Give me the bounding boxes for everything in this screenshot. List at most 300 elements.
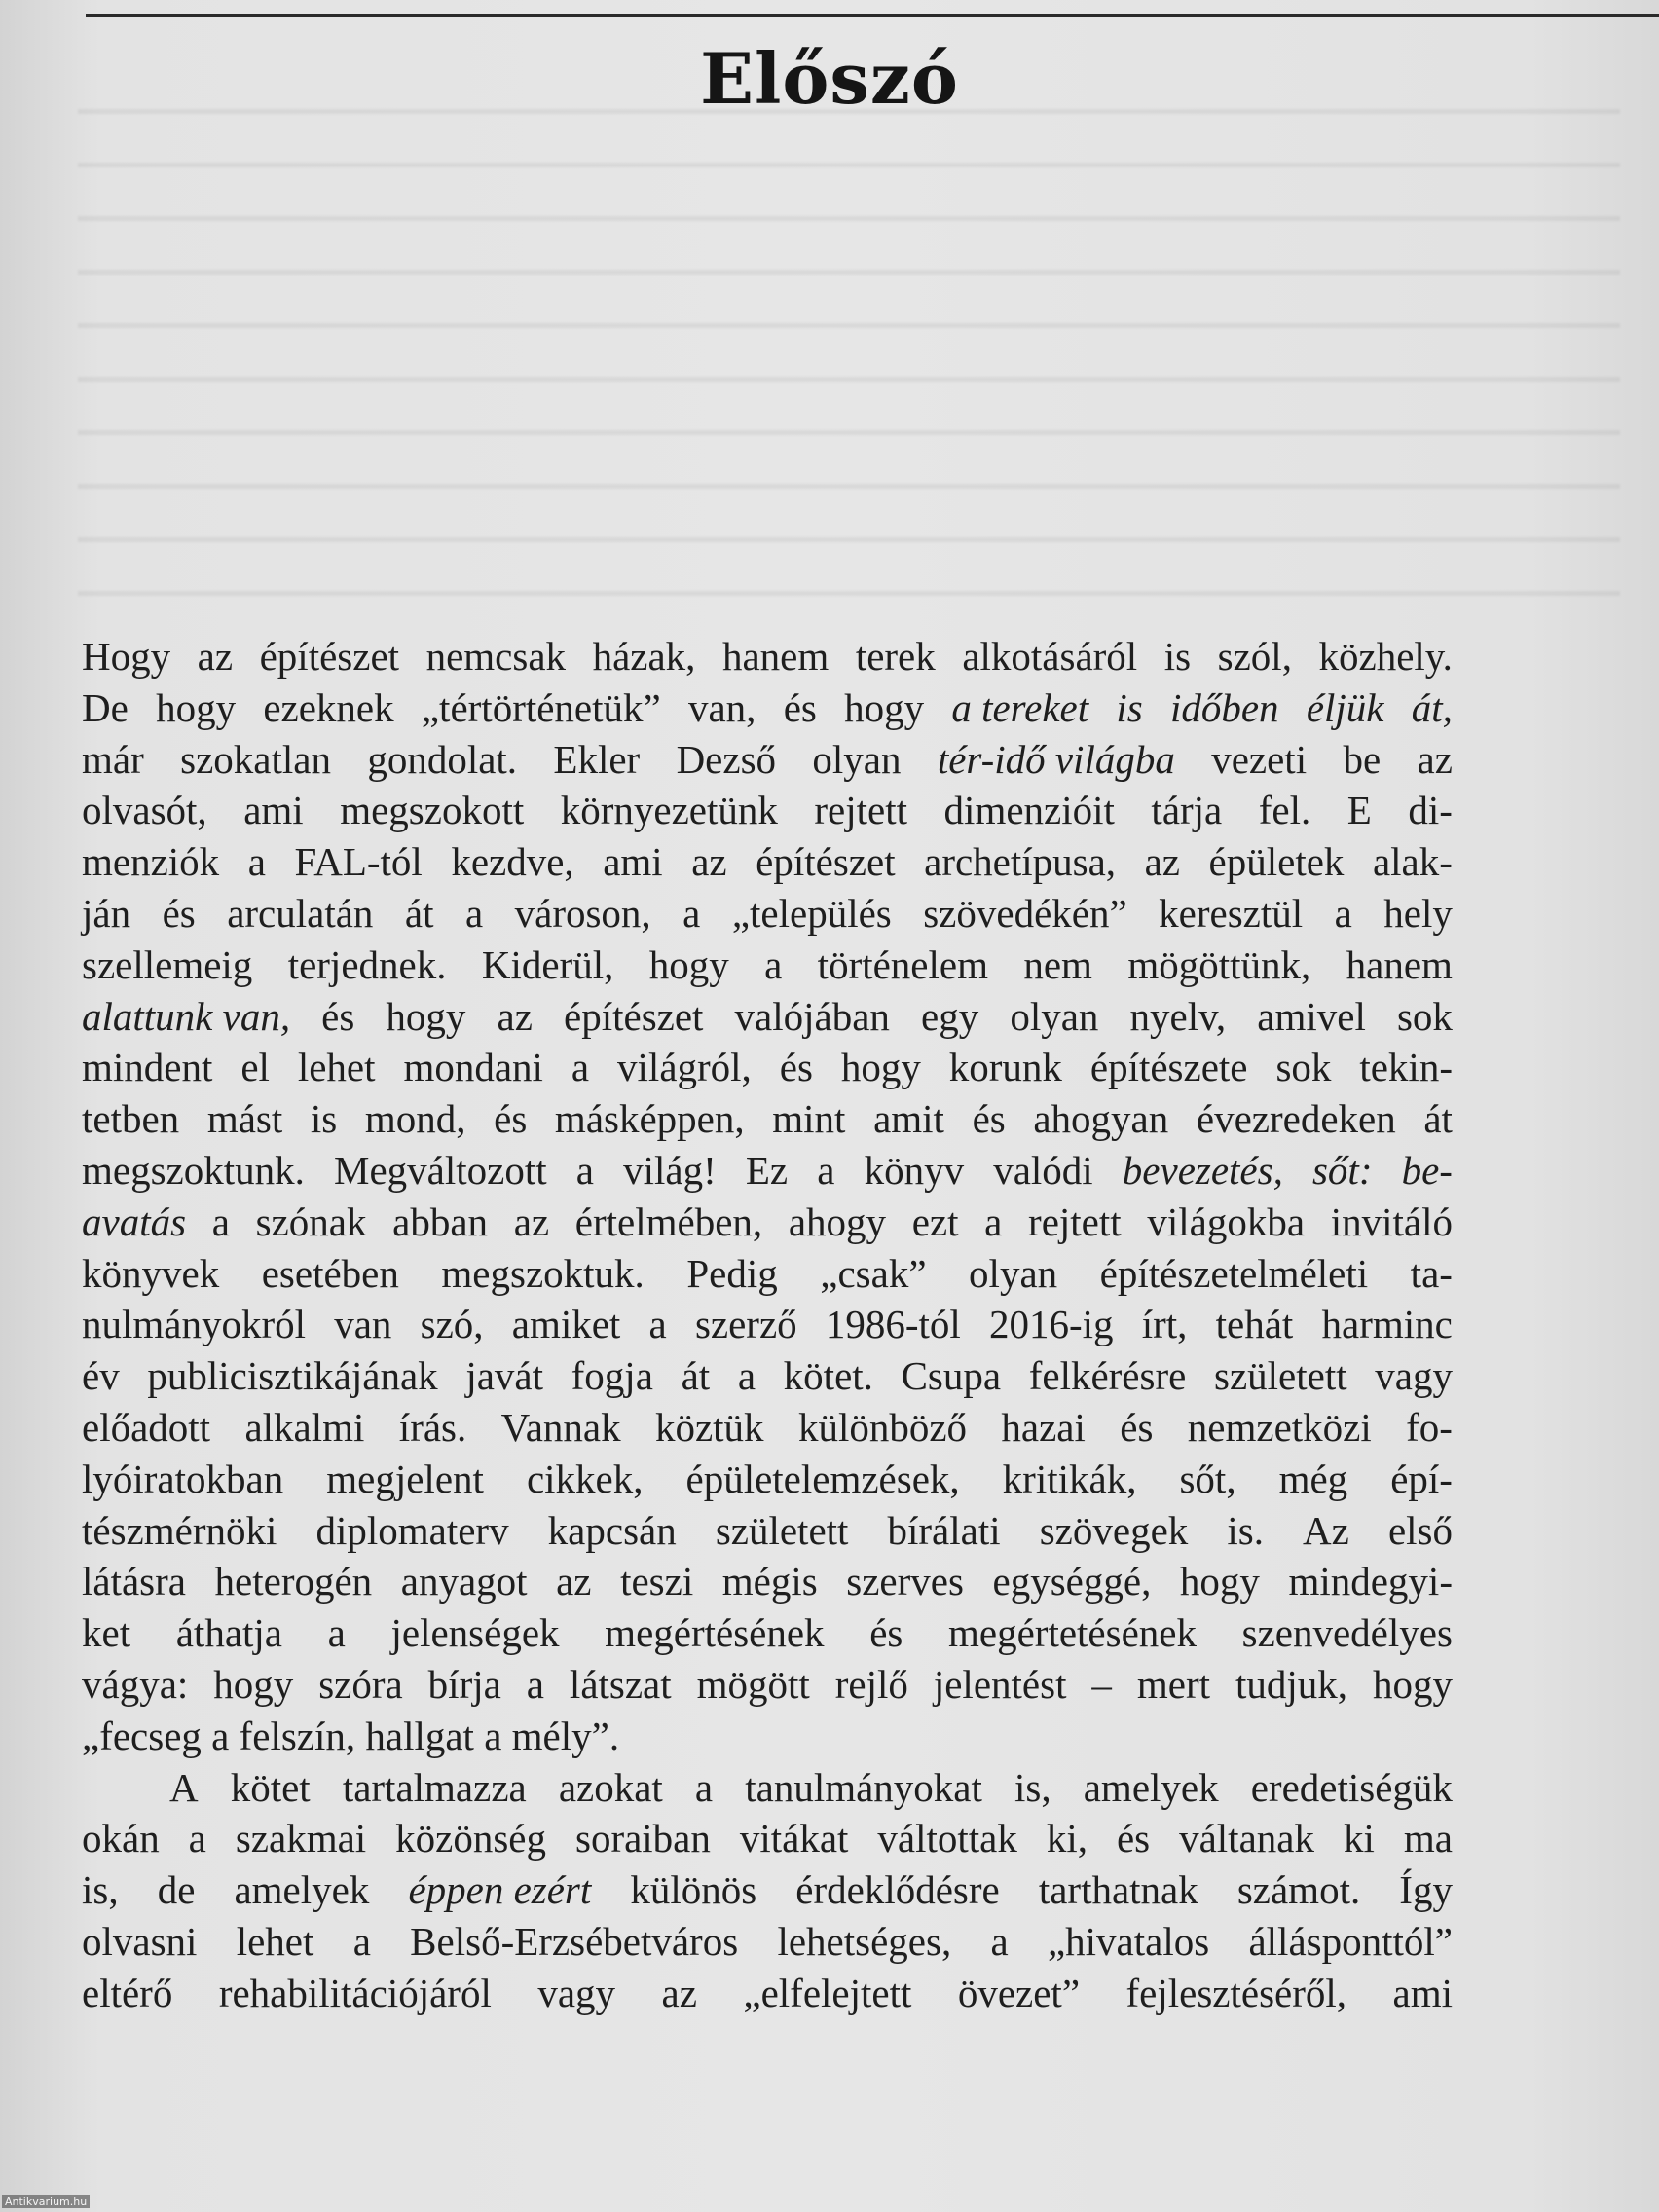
page-title: Előszó	[700, 37, 959, 120]
word: Belső-Erzsébetváros	[410, 1918, 739, 1964]
word: De	[82, 684, 129, 730]
word: ma	[1403, 1816, 1453, 1862]
word: építészet	[756, 839, 896, 885]
word: tudjuk,	[1235, 1661, 1348, 1707]
word: tárja	[1151, 788, 1223, 833]
word: ki,	[1046, 1816, 1088, 1862]
word: be	[1343, 736, 1382, 782]
word: és	[1116, 1816, 1151, 1862]
word: okán	[82, 1816, 160, 1862]
word: alkalmi	[244, 1404, 365, 1450]
text-line	[82, 1762, 1453, 1814]
text-line	[82, 1454, 1453, 1505]
text-line	[82, 1299, 1453, 1350]
word: és	[162, 890, 196, 936]
word: Csupa	[901, 1353, 1002, 1399]
word: rejtett	[1028, 1198, 1122, 1244]
word: ezt	[911, 1198, 959, 1244]
word: megértetésének	[948, 1610, 1197, 1656]
word: szóra	[318, 1661, 403, 1707]
word: –	[1091, 1661, 1112, 1707]
word: építészet	[564, 993, 704, 1039]
word: mond,	[364, 1096, 466, 1142]
word: eltérő	[82, 1970, 173, 2015]
word: a	[682, 890, 701, 936]
word: ján	[82, 890, 131, 936]
word: kezdve,	[451, 839, 574, 885]
word: váltottak	[877, 1816, 1017, 1862]
word: vezeti	[1211, 736, 1308, 782]
word: értelmében,	[574, 1198, 763, 1244]
word: időben	[1169, 684, 1279, 730]
word: a	[694, 1764, 714, 1810]
word: „hivatalos	[1047, 1918, 1210, 1964]
word: előadott	[82, 1404, 211, 1450]
word: esetében	[261, 1250, 399, 1296]
text-line	[82, 1145, 1453, 1197]
word: kötet	[230, 1764, 311, 1810]
word: sőt:	[1311, 1147, 1373, 1193]
word: amelyek	[1083, 1764, 1219, 1810]
word: amelyek	[234, 1867, 370, 1913]
word: megszoktunk.	[82, 1147, 305, 1193]
word: mögött	[696, 1661, 810, 1707]
word: Így	[1399, 1867, 1453, 1913]
word: rehabilitációjáról	[218, 1970, 492, 2015]
word: írás.	[398, 1404, 467, 1450]
word: sőt,	[1179, 1456, 1236, 1501]
text-line	[82, 1711, 1453, 1762]
word: a	[352, 1918, 371, 1964]
word: számot.	[1236, 1867, 1361, 1913]
word: állásponttól”	[1248, 1918, 1453, 1964]
word: valójában	[734, 993, 890, 1039]
word: fo-	[1406, 1404, 1453, 1450]
word: hely	[1383, 890, 1453, 936]
word: be-	[1401, 1147, 1453, 1193]
word: az	[1417, 736, 1453, 782]
text-line	[82, 1968, 1453, 2019]
text-line	[82, 1197, 1453, 1248]
word: szokatlan	[180, 736, 331, 782]
word: világról,	[617, 1045, 752, 1090]
word: keresztül	[1159, 890, 1304, 936]
word: az	[513, 1198, 550, 1244]
word: olyan	[812, 736, 902, 782]
word: építészetelméleti	[1099, 1250, 1369, 1296]
word: még	[1278, 1456, 1348, 1501]
word: ezeknek	[263, 684, 394, 730]
word: is.	[1227, 1507, 1264, 1553]
word: hogy	[844, 684, 925, 730]
text-line	[82, 1402, 1453, 1454]
word: dimenzióit	[943, 788, 1115, 833]
word: sok	[1396, 993, 1453, 1039]
word: évezredeken	[1196, 1096, 1396, 1142]
text-line	[82, 1505, 1453, 1557]
word: nem	[1023, 941, 1092, 987]
word: és	[972, 1096, 1006, 1142]
word: vitákat	[739, 1816, 849, 1862]
word: hogy	[1179, 1559, 1260, 1604]
word: lehet	[297, 1045, 376, 1090]
word: alkotásáról	[962, 634, 1138, 679]
word: Dezső	[676, 736, 777, 782]
word: kötet.	[783, 1353, 873, 1399]
word: jelentést	[933, 1661, 1067, 1707]
word: ki	[1343, 1816, 1375, 1862]
word: könyv	[864, 1147, 965, 1193]
word: gondolat.	[367, 736, 518, 782]
watermark: Antikvarium.hu	[2, 2195, 90, 2208]
word: szenvedélyes	[1241, 1610, 1453, 1656]
word: mondani	[403, 1045, 543, 1090]
word: nemzetközi	[1187, 1404, 1372, 1450]
word: bírálati	[887, 1507, 1001, 1553]
word: avatás	[82, 1198, 187, 1244]
word: terek	[855, 634, 936, 679]
word: „elfelejtett	[743, 1970, 912, 2015]
word: publicisztikájának	[147, 1353, 438, 1399]
text-line	[82, 734, 1453, 786]
word: „tértörténetük”	[421, 684, 661, 730]
word: mindegyi-	[1288, 1559, 1453, 1604]
word: és	[494, 1096, 528, 1142]
word: jelenségek	[390, 1610, 560, 1656]
word: különös	[630, 1867, 757, 1913]
word: olvasót,	[82, 788, 207, 833]
word: el	[240, 1045, 270, 1090]
word: valódi	[993, 1147, 1093, 1193]
word: különböző	[797, 1404, 968, 1450]
word: diplomaterv	[315, 1507, 509, 1553]
word: 1986-tól	[825, 1302, 961, 1347]
word: archetípusa,	[924, 839, 1117, 885]
word: az	[197, 634, 234, 679]
word: át	[681, 1353, 711, 1399]
word: lehetséges,	[777, 1918, 952, 1964]
word: tetben	[82, 1096, 180, 1142]
word: fogja	[571, 1353, 653, 1399]
word: terjednek.	[287, 941, 447, 987]
word: és	[779, 1045, 813, 1090]
word: a	[817, 1147, 835, 1193]
word: a	[984, 1198, 1003, 1244]
word: is	[1163, 634, 1192, 679]
word: át	[1423, 1096, 1453, 1142]
word: „fecseg a felszín, hallgat a mély”.	[82, 1713, 620, 1758]
word: a	[247, 839, 266, 885]
word: di-	[1408, 788, 1453, 833]
word: tészmérnöki	[82, 1507, 277, 1553]
word: hogy	[1372, 1661, 1453, 1707]
word: épületelemzések,	[685, 1456, 960, 1501]
word: heterogén	[214, 1559, 373, 1604]
header-rule	[86, 14, 1659, 17]
word: bírja	[427, 1661, 501, 1707]
word: Hogy	[82, 634, 171, 679]
word: invitáló	[1330, 1198, 1453, 1244]
word: megszoktuk.	[441, 1250, 645, 1296]
word: szerves	[846, 1559, 964, 1604]
text-line	[82, 991, 1453, 1043]
word: már	[82, 736, 144, 782]
word: a	[990, 1918, 1009, 1964]
word: a	[188, 1816, 206, 1862]
word: tehát	[1215, 1302, 1294, 1347]
text-line	[82, 1813, 1453, 1864]
body-text	[82, 631, 1453, 2019]
word: hogy	[213, 1661, 294, 1707]
word: épí-	[1390, 1456, 1453, 1501]
word: felkérésre	[1028, 1353, 1187, 1399]
word: tekin-	[1359, 1045, 1453, 1090]
word: de	[157, 1867, 196, 1913]
word: ahogyan	[1033, 1096, 1169, 1142]
text-line	[82, 631, 1453, 682]
word: és	[1120, 1404, 1154, 1450]
word: menziók	[82, 839, 220, 885]
word: megjelent	[326, 1456, 484, 1501]
word: is,	[82, 1867, 119, 1913]
word: nemcsak	[425, 634, 567, 679]
word: közhely.	[1318, 634, 1453, 679]
word: éppen ezért	[408, 1867, 592, 1913]
word: hogy	[648, 941, 729, 987]
word: ket	[82, 1610, 131, 1656]
word: is	[310, 1096, 338, 1142]
word: mint	[772, 1096, 846, 1142]
text-line	[82, 682, 1453, 734]
word: házak,	[592, 634, 696, 679]
word: látásra	[82, 1559, 186, 1604]
text-line	[82, 1042, 1453, 1093]
word: az	[691, 839, 727, 885]
word: át	[404, 890, 434, 936]
word: áthatja	[175, 1610, 283, 1656]
word: született	[1213, 1353, 1347, 1399]
word: olyan	[1010, 993, 1099, 1039]
word: a	[648, 1302, 667, 1347]
word: éljük	[1306, 684, 1384, 730]
word: a	[764, 941, 783, 987]
word: Vannak	[500, 1404, 621, 1450]
word: megszokott	[340, 788, 525, 833]
word: egy	[921, 993, 979, 1039]
word: fel.	[1258, 788, 1311, 833]
word: abban	[392, 1198, 489, 1244]
word: világ!	[623, 1147, 717, 1193]
word: Ez	[745, 1147, 789, 1193]
word: szövedékén”	[923, 890, 1127, 936]
word: a	[575, 1147, 594, 1193]
word: köztük	[654, 1404, 764, 1450]
word: első	[1387, 1507, 1453, 1553]
word: hogy	[386, 993, 466, 1039]
word: övezet”	[957, 1970, 1081, 2015]
word: A	[169, 1764, 199, 1810]
word: közönség	[395, 1816, 547, 1862]
word: „csak”	[820, 1250, 927, 1296]
word: lyóiratokban	[82, 1456, 284, 1501]
word: világokba	[1147, 1198, 1306, 1244]
word: mégis	[721, 1559, 818, 1604]
word: látszat	[569, 1661, 672, 1707]
text-line	[82, 1556, 1453, 1607]
word: van,	[687, 684, 756, 730]
word: vagy	[537, 1970, 616, 2015]
word: fejlesztéséről,	[1125, 1970, 1347, 2015]
word: év	[82, 1353, 120, 1399]
word: hanem	[721, 634, 830, 679]
word: hazai	[1001, 1404, 1086, 1450]
word: született	[715, 1507, 849, 1553]
text-line	[82, 1093, 1453, 1145]
word: ahogy	[788, 1198, 887, 1244]
word: tanulmányokat	[745, 1764, 982, 1810]
word: a	[211, 1198, 230, 1244]
word: is,	[1014, 1764, 1051, 1810]
text-line	[82, 836, 1453, 888]
word: szövegek	[1039, 1507, 1189, 1553]
word: kritikák,	[1002, 1456, 1137, 1501]
word: bevezetés,	[1122, 1147, 1283, 1193]
word: Ekler	[553, 736, 641, 782]
word: Kiderül,	[481, 941, 614, 987]
word: a	[464, 890, 484, 936]
text-line	[82, 1248, 1453, 1300]
word: mert	[1136, 1661, 1211, 1707]
word: korunk	[948, 1045, 1062, 1090]
text-line	[82, 1607, 1453, 1659]
text-line	[82, 940, 1453, 991]
word: a	[526, 1661, 544, 1707]
word: a	[571, 1045, 590, 1090]
word: lehet	[236, 1918, 314, 1964]
word: történelem	[817, 941, 988, 987]
word: sok	[1275, 1045, 1332, 1090]
word: 2016-ig	[988, 1302, 1114, 1347]
word: javát	[465, 1353, 543, 1399]
word: arculatán	[227, 890, 374, 936]
text-line	[82, 1916, 1453, 1968]
word: mást	[206, 1096, 283, 1142]
word: tarthatnak	[1038, 1867, 1198, 1913]
word: megértésének	[605, 1610, 825, 1656]
word: FAL-tól	[294, 839, 423, 885]
word: át,	[1411, 684, 1453, 730]
word: azokat	[558, 1764, 663, 1810]
word: alak-	[1372, 839, 1453, 885]
word: másképpen,	[554, 1096, 745, 1142]
word: harminc	[1321, 1302, 1453, 1347]
word: hogy	[156, 684, 237, 730]
word: soraiban	[574, 1816, 711, 1862]
word: tartalmazza	[342, 1764, 527, 1810]
word: ami	[243, 788, 304, 833]
word: írt,	[1141, 1302, 1188, 1347]
word: E	[1346, 788, 1372, 833]
word: és	[321, 993, 355, 1039]
word: épületek	[1208, 839, 1345, 885]
word: környezetünk	[560, 788, 778, 833]
word: ta-	[1410, 1250, 1453, 1296]
word: szónak	[255, 1198, 367, 1244]
word: hanem	[1346, 941, 1453, 987]
word: tér-idő világba	[937, 736, 1175, 782]
word: és	[869, 1610, 903, 1656]
text-line	[82, 1350, 1453, 1402]
word: nyelv,	[1129, 993, 1227, 1039]
word: könyvek	[82, 1250, 220, 1296]
text-line	[82, 888, 1453, 940]
word: szakmai	[235, 1816, 367, 1862]
word: szó,	[420, 1302, 484, 1347]
word: szellemeig	[82, 941, 253, 987]
word: rejtett	[814, 788, 908, 833]
word: a	[737, 1353, 756, 1399]
word: mögöttünk,	[1127, 941, 1311, 987]
word: ami	[1392, 1970, 1453, 2015]
word: vágya:	[82, 1661, 189, 1707]
word: olyan	[969, 1250, 1058, 1296]
word: építészet	[259, 634, 400, 679]
text-line	[82, 1864, 1453, 1916]
word: olvasni	[82, 1918, 198, 1964]
word: cikkek,	[526, 1456, 644, 1501]
word: az	[661, 1970, 697, 2015]
word: „település	[731, 890, 892, 936]
word: teszi	[620, 1559, 694, 1604]
word: szerző	[694, 1302, 797, 1347]
word: a	[327, 1610, 346, 1656]
word: a	[1334, 890, 1352, 936]
word: Pedig	[686, 1250, 778, 1296]
word: nulmányokról	[82, 1302, 307, 1347]
word: hogy	[840, 1045, 921, 1090]
word: ami	[603, 839, 663, 885]
word: amiket	[511, 1302, 621, 1347]
word: anyagot	[400, 1559, 528, 1604]
word: az	[497, 993, 533, 1039]
word: és	[783, 684, 817, 730]
bleed-through-text	[78, 88, 1620, 633]
word: alattunk van,	[82, 993, 291, 1039]
word: városon,	[514, 890, 651, 936]
word: érdeklődésre	[795, 1867, 1000, 1913]
word: egységgé,	[992, 1559, 1152, 1604]
text-line	[82, 1659, 1453, 1711]
word: az	[556, 1559, 592, 1604]
word: rejlő	[834, 1661, 908, 1707]
word: eredetiségük	[1250, 1764, 1453, 1810]
word: vagy	[1375, 1353, 1453, 1399]
word: is	[1116, 684, 1143, 730]
word: mindent	[82, 1045, 213, 1090]
word: építészete	[1089, 1045, 1248, 1090]
word: Az	[1303, 1507, 1349, 1553]
word: váltanak	[1179, 1816, 1314, 1862]
word: szól,	[1217, 634, 1292, 679]
word: van	[334, 1302, 392, 1347]
word: a tereket	[951, 684, 1089, 730]
word: amit	[873, 1096, 944, 1142]
word: az	[1144, 839, 1180, 885]
word: kapcsán	[547, 1507, 677, 1553]
word: amivel	[1257, 993, 1366, 1039]
word: Megváltozott	[334, 1147, 547, 1193]
text-line	[82, 785, 1453, 836]
